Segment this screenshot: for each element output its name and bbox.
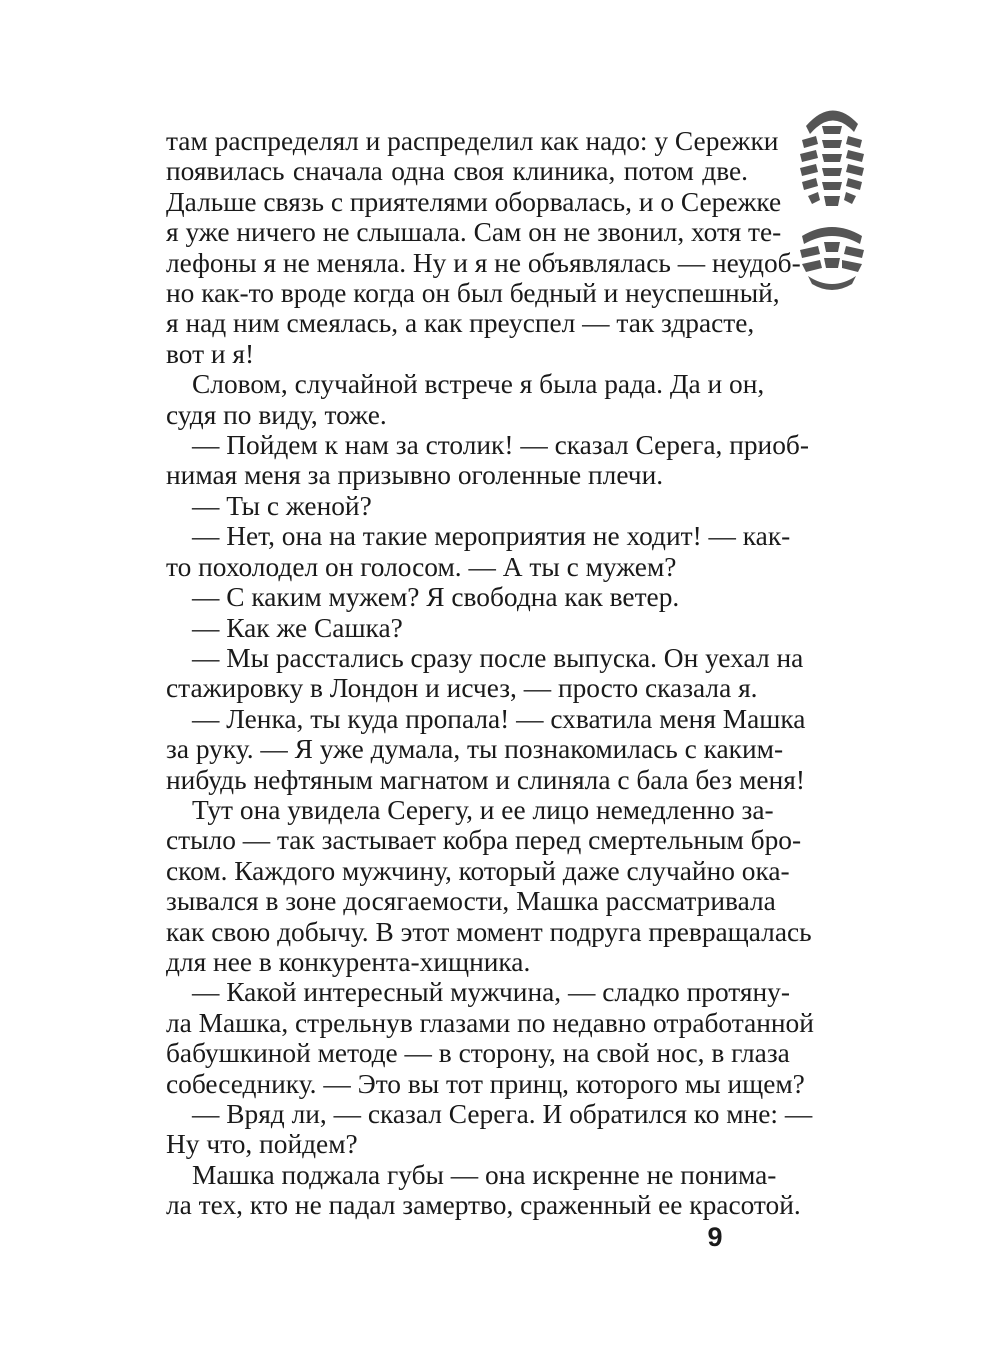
text-line: но как-то вроде когда он был бедный и неуспешный,: [166, 278, 780, 309]
text-line: стажировку в Лондон и исчез, — просто сказала я.: [166, 673, 758, 704]
text-line: — Пойдем к нам за столик! — сказал Серега, приоб-: [192, 430, 809, 461]
paragraph: [166, 794, 812, 977]
text-line: — Какой интересный мужчина, — сладко протяну-: [192, 977, 790, 1008]
text-line: нимая меня за призывно оголенные плечи.: [166, 460, 664, 491]
text-line: — Ты с женой?: [192, 490, 372, 521]
paragraph: [166, 430, 809, 491]
text-line: Тут она увидела Серегу, и ее лицо немедленно за-: [192, 794, 774, 825]
text-line: — Мы расстались сразу после выпуска. Он уехал на: [192, 642, 804, 673]
text-line: судя по виду, тоже.: [166, 399, 387, 430]
text-line: собеседнику. — Это вы тот принц, которого мы ищем?: [166, 1068, 805, 1099]
text-line: — Ленка, ты куда пропала! — схватила меня Машка: [192, 703, 806, 734]
text-line: лефоны я не меняла. Ну и я не объявлялась — неудоб-: [166, 247, 801, 278]
text-line: то похолодел он голосом. — А ты с мужем?: [166, 551, 677, 582]
paragraph: [166, 521, 791, 582]
text-line: вот и я!: [166, 338, 255, 369]
text-line: нибудь нефтяным магнатом и слиняла с бала без меня!: [166, 764, 805, 795]
text-line: — Как же Сашка?: [192, 612, 403, 643]
paragraph: [166, 582, 748, 612]
paragraph: [166, 126, 801, 369]
text-line: за руку. — Я уже думала, ты познакомилась с каким-: [166, 734, 784, 765]
text-line: бабушкиной методе — в сторону, на свой нос, в глаза: [166, 1038, 790, 1069]
paragraph: [166, 369, 765, 430]
text-line: стыло — так застывает кобра перед смертельным бро-: [166, 825, 802, 856]
text-line: я уже ничего не слышала. Сам он не звонил, хотя те-: [166, 217, 782, 248]
text-line: я над ним смеялась, а как преуспел — так здрасте,: [166, 308, 755, 339]
text-line: Словом, случайной встрече я была рада. Да и он,: [192, 369, 765, 400]
paragraph: [166, 1099, 813, 1160]
paragraph: [166, 613, 748, 643]
body-text: [166, 126, 814, 1221]
paragraph: [166, 491, 748, 521]
text-line: как свою добычу. В этот момент подруга превращалась: [166, 916, 812, 947]
text-line: ском. Каждого мужчину, который даже случайно ока-: [166, 855, 790, 886]
paragraph: [166, 1159, 801, 1221]
text-line: ла Машка, стрельнув глазами по недавно отработанной: [166, 1007, 814, 1038]
text-line: там распределял и распределил как надо: у Сережки: [166, 126, 779, 156]
footprint-icon: [792, 96, 872, 296]
text-line: Ну что, пойдем?: [166, 1129, 358, 1160]
text-line: — С каким мужем? Я свободна как ветер.: [192, 582, 680, 613]
text-line: появилась сначала одна своя клиника, потом две.: [166, 156, 748, 187]
text-line: — Вряд ли, — сказал Серега. И обратился ко мне: —: [192, 1099, 813, 1129]
text-line: зывался в зоне досягаемости, Машка рассматривала: [166, 886, 776, 917]
paragraph: [166, 977, 814, 1099]
paragraph: [166, 703, 806, 795]
text-line: ла тех, кто не падал замертво, сраженный ее красотой.: [166, 1190, 801, 1221]
text-line: — Нет, она на такие мероприятия не ходит! — как-: [192, 521, 791, 552]
page-number: 9: [707, 1222, 723, 1252]
text-line: Машка поджала губы — она искренне не понима-: [192, 1159, 777, 1190]
paragraph: [166, 642, 804, 704]
text-line: для нее в конкурента-хищника.: [166, 946, 531, 977]
text-line: Дальше связь с приятелями оборвалась, и о Сережке: [166, 186, 782, 217]
